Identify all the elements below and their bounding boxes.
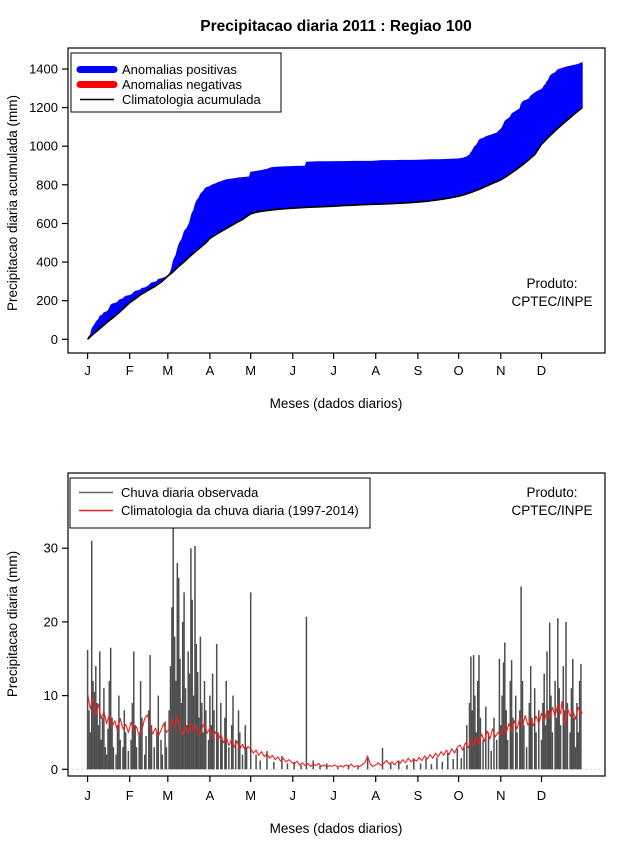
x-tick-label: A	[371, 788, 381, 803]
legend-label-negative-anomalies: Anomalias negativas	[122, 77, 242, 92]
legend-label-observed-rain: Chuva diaria observada	[121, 485, 259, 500]
y-tick-label: 1000	[29, 138, 58, 154]
legend-label-daily-climatology: Climatologia da chuva diaria (1997-2014)	[121, 503, 359, 518]
legend-label-climatology-accum: Climatologia acumulada	[122, 92, 261, 107]
x-tick-label: J	[330, 363, 337, 378]
y-tick-label: 20	[43, 614, 58, 630]
y-tick-label: 200	[36, 293, 58, 309]
x-tick-label: D	[536, 788, 547, 803]
y-tick-label: 1400	[29, 61, 58, 77]
x-tick-label: S	[413, 363, 423, 378]
x-tick-label: J	[289, 788, 297, 803]
top-x-axis-title: Meses (dados diarios)	[269, 396, 403, 411]
bottom-x-axis-title: Meses (dados diarios)	[269, 821, 403, 836]
top-produto-line1: Produto:	[526, 276, 578, 291]
x-tick-label: N	[496, 788, 506, 803]
x-tick-label: M	[162, 788, 174, 803]
x-tick-label: D	[536, 363, 547, 378]
x-tick-label: F	[125, 788, 134, 803]
y-tick-label: 1200	[29, 100, 58, 116]
x-tick-label: F	[125, 363, 134, 378]
x-tick-label: N	[496, 363, 506, 378]
top-produto-line2: CPTEC/INPE	[511, 294, 593, 309]
top-y-axis-title: Precipitacao diaria acumulada (mm)	[5, 94, 20, 312]
x-tick-label: J	[330, 788, 337, 803]
chart-title: Precipitacao diaria 2011 : Regiao 100	[200, 18, 472, 35]
y-tick-label: 600	[36, 216, 58, 231]
x-tick-label: J	[289, 363, 297, 378]
bottom-y-axis-title: Precipitacao diaria (mm)	[5, 550, 20, 698]
bottom-produto-line2: CPTEC/INPE	[511, 503, 593, 518]
x-tick-label: O	[453, 363, 464, 378]
x-tick-label: S	[413, 788, 423, 803]
x-tick-label: M	[245, 788, 257, 803]
y-tick-label: 800	[36, 177, 58, 193]
legend-label-positive-anomalies: Anomalias positivas	[122, 62, 237, 77]
y-tick-label: 0	[50, 331, 58, 347]
x-tick-label: A	[205, 788, 215, 803]
x-tick-label: A	[371, 363, 381, 378]
bottom-produto-line1: Produto:	[526, 485, 578, 500]
x-tick-label: M	[162, 363, 174, 378]
x-tick-label: A	[205, 363, 215, 378]
x-tick-label: M	[245, 363, 257, 378]
top-chart-legend	[71, 53, 281, 112]
y-tick-label: 400	[36, 254, 58, 270]
x-tick-label: O	[453, 788, 464, 803]
bottom-chart-legend	[70, 478, 370, 528]
bottom-chart-annotation	[511, 485, 592, 518]
y-tick-label: 10	[43, 688, 58, 704]
x-tick-label: J	[84, 788, 91, 803]
y-tick-label: 0	[50, 761, 58, 777]
x-tick-label: J	[84, 363, 91, 378]
y-tick-label: 30	[43, 540, 58, 556]
bottom-chart-plot-area	[68, 526, 605, 769]
top-chart-annotation	[511, 276, 592, 309]
